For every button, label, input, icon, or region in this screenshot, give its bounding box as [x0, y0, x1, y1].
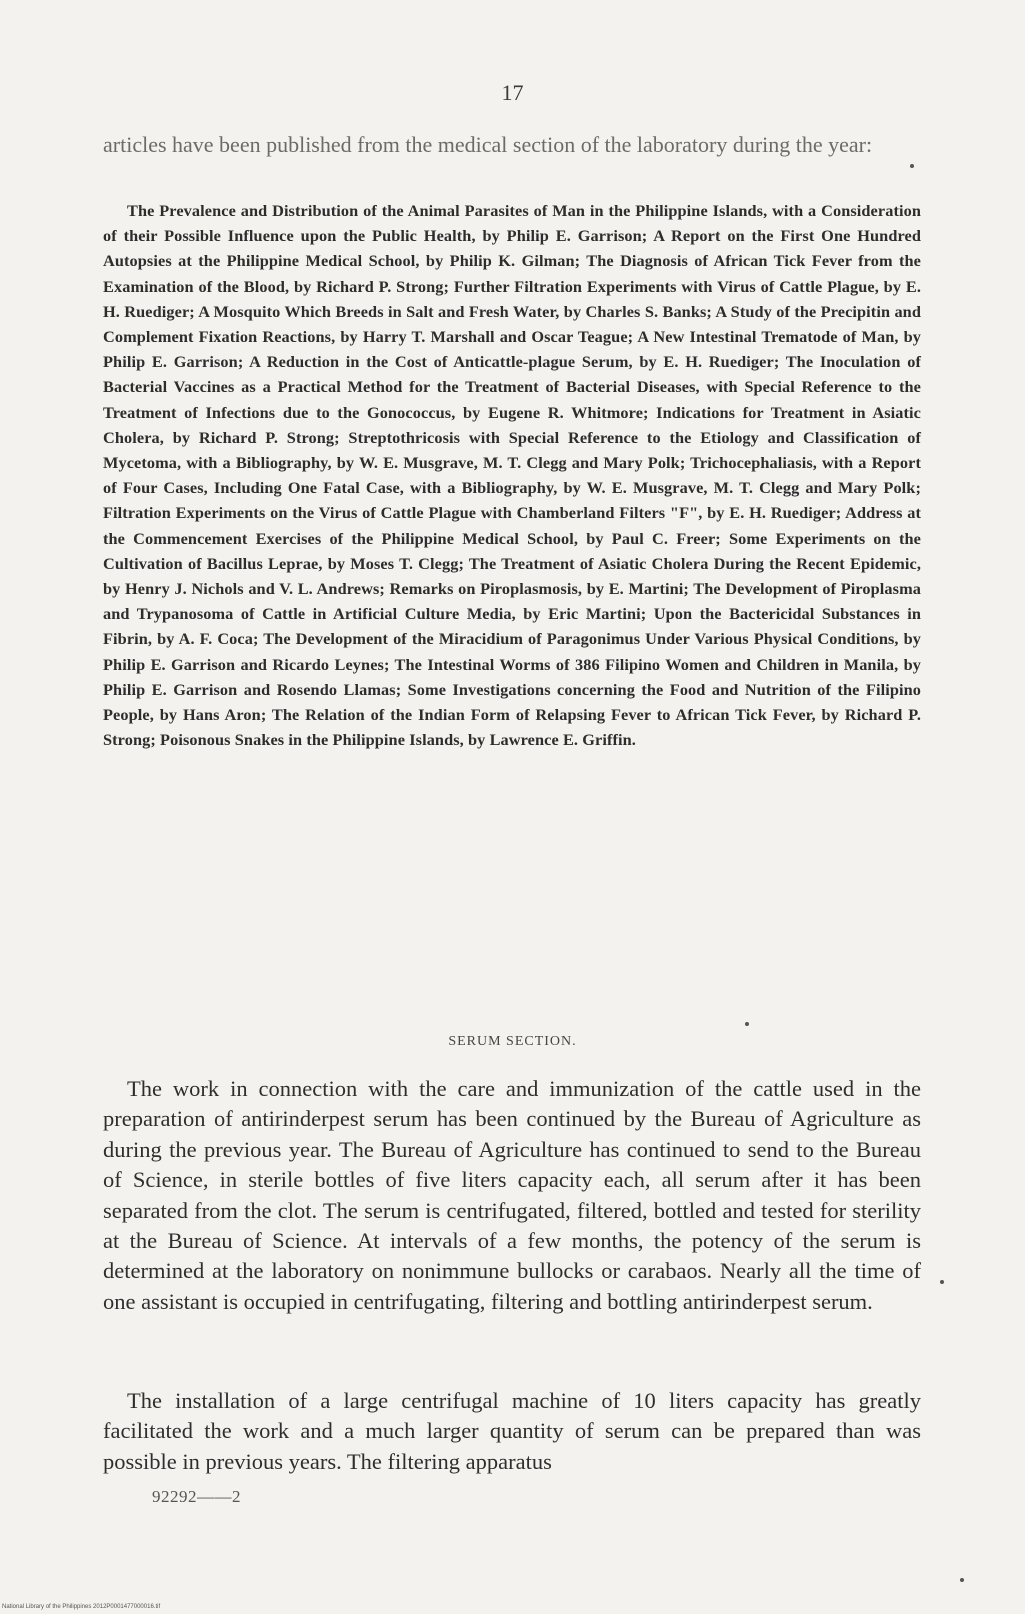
intro-text: articles have been published from the medical section of the laboratory during the year:: [103, 132, 873, 157]
speck-mark: [960, 1578, 964, 1582]
speck-mark: [910, 164, 914, 168]
speck-mark: [745, 1022, 749, 1026]
speck-mark: [940, 1280, 944, 1284]
scan-footer: National Library of the Philippines 2012P0001477000016.tif: [2, 1604, 161, 1610]
printer-signature: 92292——2: [152, 1487, 241, 1506]
section-heading: SERUM SECTION.: [448, 1034, 577, 1049]
body-paragraph: The work in connection with the care and immunization of the cattle used in the preparation of antirinderpest serum has been continued by the Bureau of Agriculture as during the previous year. The Bureau of Agriculture has continued to send to the Bureau of Science, in sterile bottles of five liters capacity each, all serum after it has been separated from the clot. The serum is centrifugated, filtered, bottled and tested for sterility at the Bureau of Science. At intervals of a few months, the potency of the serum is determined at the laboratory on nonimmune bullocks or carabaos. Nearly all the time of one assistant is occupied in centrifugating, filtering and bottling antirinderpest serum.: [103, 1076, 921, 1314]
body-paragraph: The installation of a large centrifugal machine of 10 liters capacity has greatly facilitated the work and a much larger quantity of serum can be prepared than was possible in previous years. The filtering apparatus: [103, 1388, 921, 1474]
page-number: 17: [501, 80, 524, 105]
bibliography-paragraph: The Prevalence and Distribution of the Animal Parasites of Man in the Philippine Islands, with a Consideration of their Possible Influence upon the Public Health, by Philip E. Garrison; A Report on the First One Hundred Autopsies at the Philippine Medical School, by Philip K. Gilman; The Diagnosis of African Tick Fever from the Examination of the Blood, by Richard P. Strong; Further Filtration Experiments with Virus of Cattle Plague, by E. H. Ruediger; A Mosquito Which Breeds in Salt and Fresh Water, by Charles S. Banks; A Study of the Precipitin and Complement Fixation Reactions, by Harry T. Marshall and Oscar Teague; A New Intestinal Trematode of Man, by Philip E. Garrison; A Reduction in the Cost of Anticattle-plague Serum, by E. H. Ruediger; The Inoculation of Bacterial Vaccines as a Practical Method for the Treatment of Bacterial Diseases, with Special Reference to the Treatment of Infections due to the Gonococcus, by Eugene R. Whitmore; Indications for Treatment in Asiatic Cholera, by Richard P. Strong; Streptothricosis with Special Reference to the Etiology and Classification of Mycetoma, with a Bibliography, by W. E. Musgrave, M. T. Clegg and Mary Polk; Trichocephaliasis, with a Report of Four Cases, Including One Fatal Case, with a Bibliography, by W. E. Musgrave, M. T. Clegg and Mary Polk; Filtration Experiments on the Virus of Cattle Plague with Chamberland Filters "F", by E. H. Ruediger; Address at the Commencement Exercises of the Philippine Medical School, by Paul C. Freer; Some Experiments on the Cultivation of Bacillus Leprae, by Moses T. Clegg; The Treatment of Asiatic Cholera During the Recent Epidemic, by Henry J. Nichols and V. L. Andrews; Remarks on Piroplasmosis, by E. Martini; The Development of Piroplasma and Trypanosoma of Cattle in Artificial Culture Media, by Eric Martini; Upon the Bactericidal Substances in Fibrin, by A. F. Coca; The Development of the Miracidium of Paragonimus Under Various Physical Conditions, by Philip E. Garrison and Ricardo Leynes; The Intestinal Worms of 386 Filipino Women and Children in Manila, by Philip E. Garrison and Rosendo Llamas; Some Investigations concerning the Food and Nutrition of the Filipino People, by Hans Aron; The Relation of the Indian Form of Relapsing Fever to African Tick Fever, by Richard P. Strong; Poisonous Snakes in the Philippine Islands, by Lawrence E. Griffin.: [103, 201, 921, 750]
